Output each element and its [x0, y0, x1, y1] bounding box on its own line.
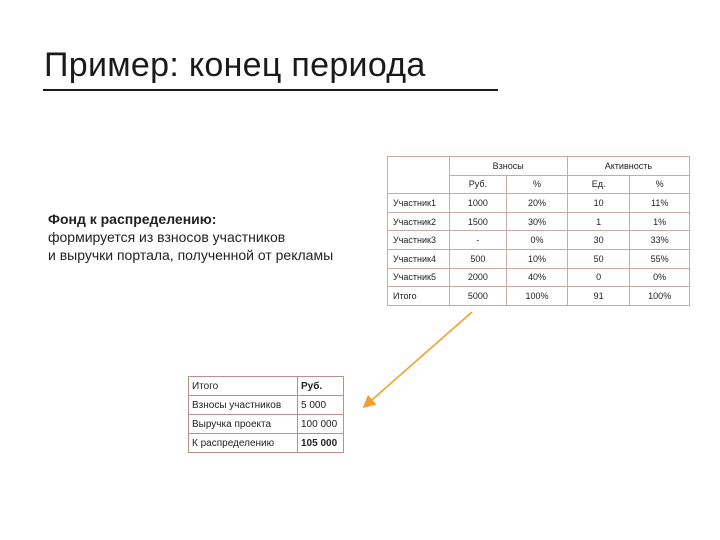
- subheader-percent: %: [507, 175, 568, 194]
- row-label: Участник5: [388, 268, 450, 287]
- subheader-percent-activity: %: [630, 175, 690, 194]
- group-header-activity: Активность: [567, 157, 689, 176]
- cell: 1%: [630, 212, 690, 231]
- group-header-contributions: Взносы: [449, 157, 567, 176]
- cell: 1: [567, 212, 630, 231]
- cell: 500: [449, 249, 507, 268]
- cell: 0%: [630, 268, 690, 287]
- summary-header-row: [189, 377, 344, 396]
- cell: 33%: [630, 231, 690, 250]
- slide-title: Пример: конец периода: [44, 46, 426, 84]
- arrow-line: [365, 312, 472, 406]
- cell: 10: [567, 194, 630, 213]
- row-label: Участник1: [388, 194, 450, 213]
- row-label: Участник3: [388, 231, 450, 250]
- cell: 11%: [630, 194, 690, 213]
- row-label: Участник2: [388, 212, 450, 231]
- cell: 1000: [449, 194, 507, 213]
- fund-description-heading: Фонд к распределению:: [48, 211, 217, 227]
- summary-value: 105 000: [298, 434, 344, 453]
- table-row: [189, 415, 344, 434]
- cell: 100%: [507, 287, 568, 306]
- cell: 1500: [449, 212, 507, 231]
- cell: 91: [567, 287, 630, 306]
- summary-label: Выручка проекта: [189, 415, 298, 434]
- summary-header-unit: Руб.: [298, 377, 344, 396]
- cell: 2000: [449, 268, 507, 287]
- table-total-row: [189, 434, 344, 453]
- summary-value: 5 000: [298, 396, 344, 415]
- row-label: Участник4: [388, 249, 450, 268]
- cell: 0: [567, 268, 630, 287]
- cell: 10%: [507, 249, 568, 268]
- summary-label: К распределению: [189, 434, 298, 453]
- cell: 5000: [449, 287, 507, 306]
- summary-header-label: Итого: [189, 377, 298, 396]
- cell: 50: [567, 249, 630, 268]
- cell: 30%: [507, 212, 568, 231]
- distribution-summary-table: [188, 376, 344, 453]
- cell: 55%: [630, 249, 690, 268]
- subheader-units: Ед.: [567, 175, 630, 194]
- summary-label: Взносы участников: [189, 396, 298, 415]
- row-label: Итого: [388, 287, 450, 306]
- cell: 100%: [630, 287, 690, 306]
- fund-description-line-2: и выручки портала, полученной от рекламы: [48, 247, 334, 263]
- cell: 0%: [507, 231, 568, 250]
- table-row: [189, 396, 344, 415]
- cell: 30: [567, 231, 630, 250]
- cell: 20%: [507, 194, 568, 213]
- fund-description-line-1: формируется из взносов участников: [48, 229, 286, 245]
- subheader-rub: Руб.: [449, 175, 507, 194]
- summary-value: 100 000: [298, 415, 344, 434]
- cell: -: [449, 231, 507, 250]
- cell: 40%: [507, 268, 568, 287]
